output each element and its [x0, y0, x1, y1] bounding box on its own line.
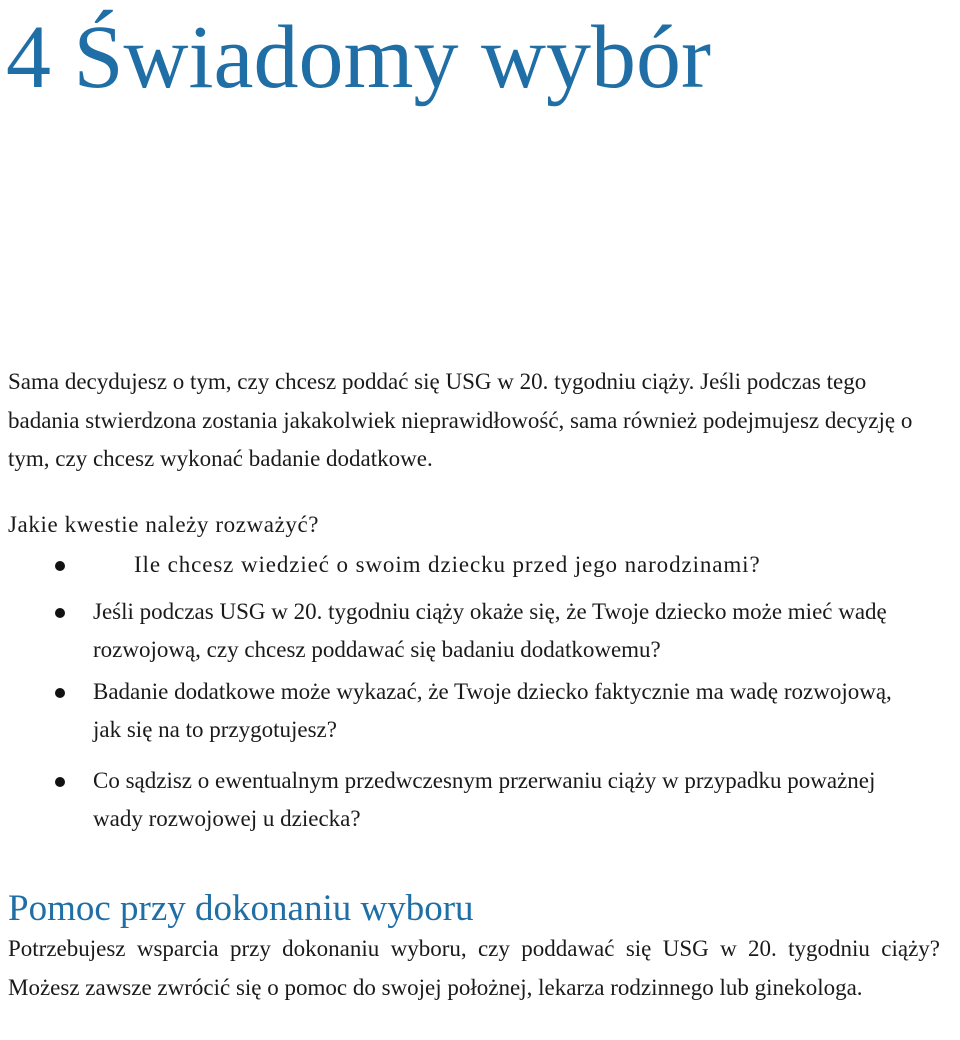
help-paragraph: Potrzebujesz wsparcia przy dokonaniu wyboru, czy poddawać się USG w 20. tygodniu ciąży? Możesz zawsze zwrócić się o pomoc do swojej położnej, lekarza rodzinnego lub ginekologa. — [8, 936, 940, 1000]
list-item-text: Badanie dodatkowe może wykazać, że Twoje dziecko faktycznie ma wadę rozwojową, jak się na to przygotujesz? — [93, 679, 892, 742]
bullet-icon — [55, 561, 65, 571]
list-item-text: Co sądzisz o ewentualnym przedwczesnym przerwaniu ciąży w przypadku poważnej wady rozwojowej u dziecka? — [93, 768, 876, 831]
bullet-icon — [55, 688, 65, 698]
bullet-icon — [55, 608, 65, 618]
section-heading: Pomoc przy dokonaniu wyboru — [8, 888, 474, 929]
questions-heading: Jakie kwestie należy rozważyć? — [8, 512, 320, 537]
page-title: 4 Świadomy wybór — [6, 8, 711, 107]
bullet-icon — [55, 777, 65, 787]
list-item-text: Ile chcesz wiedzieć o swoim dziecku przed jego narodzinami? — [134, 552, 761, 577]
intro-paragraph: Sama decydujesz o tym, czy chcesz poddać się USG w 20. tygodniu ciąży. Jeśli podczas tego badania stwierdzona zostania jakakolwiek nieprawidłowość, sama również podejmujesz decyzję o tym, czy chcesz wykonać badanie dodatkowe. — [8, 369, 913, 471]
list-item-text: Jeśli podczas USG w 20. tygodniu ciąży okaże się, że Twoje dziecko może mieć wadę rozwojową, czy chcesz poddawać się badaniu dodatkowemu? — [93, 599, 887, 662]
